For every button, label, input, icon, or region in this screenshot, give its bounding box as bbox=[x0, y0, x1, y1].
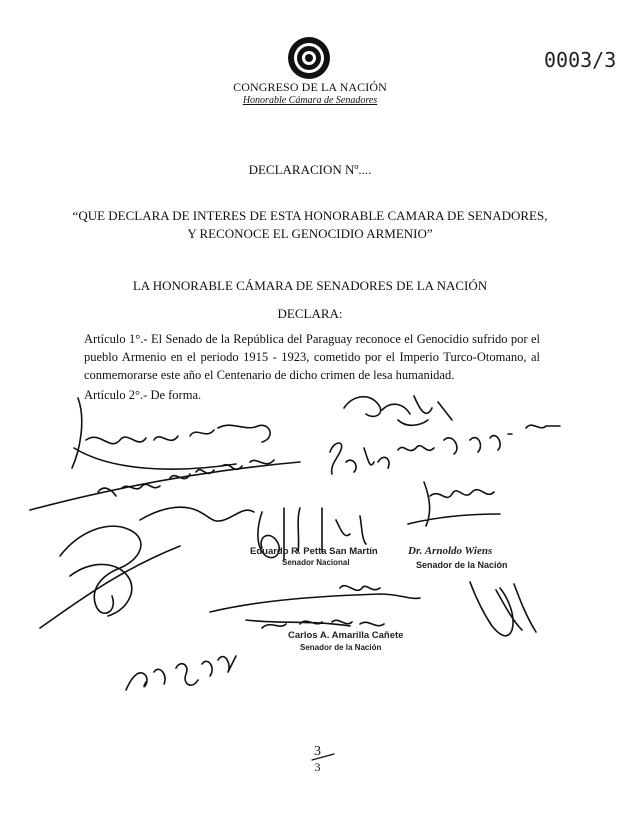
signature-7 bbox=[470, 582, 536, 636]
stamp2-name: Dr. Arnoldo Wiens bbox=[408, 545, 493, 557]
congress-name: CONGRESO DE LA NACIÓN bbox=[233, 80, 387, 94]
stamp2-title: Senador de la Nación bbox=[416, 560, 508, 570]
title-line-1: “QUE DECLARA DE INTERES DE ESTA HONORABLE CAMARA DE SENADORES, bbox=[72, 208, 548, 223]
signature-amarilla bbox=[210, 586, 420, 628]
signature-wiens bbox=[408, 482, 500, 526]
stamp1-name: Eduardo R. Petta San Martín bbox=[250, 546, 378, 557]
signature-victor-bogado bbox=[30, 398, 300, 510]
signature-santa-cruz bbox=[330, 396, 560, 474]
article-2: Artículo 2°.- De forma. bbox=[84, 388, 202, 402]
honorable-heading: LA HONORABLE CÁMARA DE SENADORES DE LA NACIÓN bbox=[132, 278, 488, 293]
stamp1-title: Senador Nacional bbox=[282, 558, 350, 567]
page-number-current: 3 bbox=[314, 744, 321, 759]
stamp3-title: Senador de la Nación bbox=[300, 643, 382, 652]
declaracion-number: DECLARACION Nº.... bbox=[248, 162, 372, 177]
declara-heading: DECLARA: bbox=[277, 306, 343, 321]
page-code: 0003/3 bbox=[544, 48, 617, 72]
signature-8 bbox=[126, 656, 236, 690]
stamp3-name: Carlos A. Amarilla Cañete bbox=[288, 630, 404, 641]
page-number bbox=[314, 744, 321, 775]
title-line-2: Y RECONOCE EL GENOCIDIO ARMENIO” bbox=[187, 226, 433, 241]
article-1: Artículo 1°.- El Senado de la República del Paraguay reconoce el Genocidio sufrido por el pueblo Armenio en el periodo 1915 - 1923, cometido por el Imperio Turco-Otomano, al conmemorarse este año el Centenario de dicho crimen de lesa humanidad. bbox=[84, 332, 540, 382]
chamber-name: Honorable Cámara de Senadores bbox=[242, 95, 378, 106]
page-number-total: 3 bbox=[314, 760, 321, 774]
